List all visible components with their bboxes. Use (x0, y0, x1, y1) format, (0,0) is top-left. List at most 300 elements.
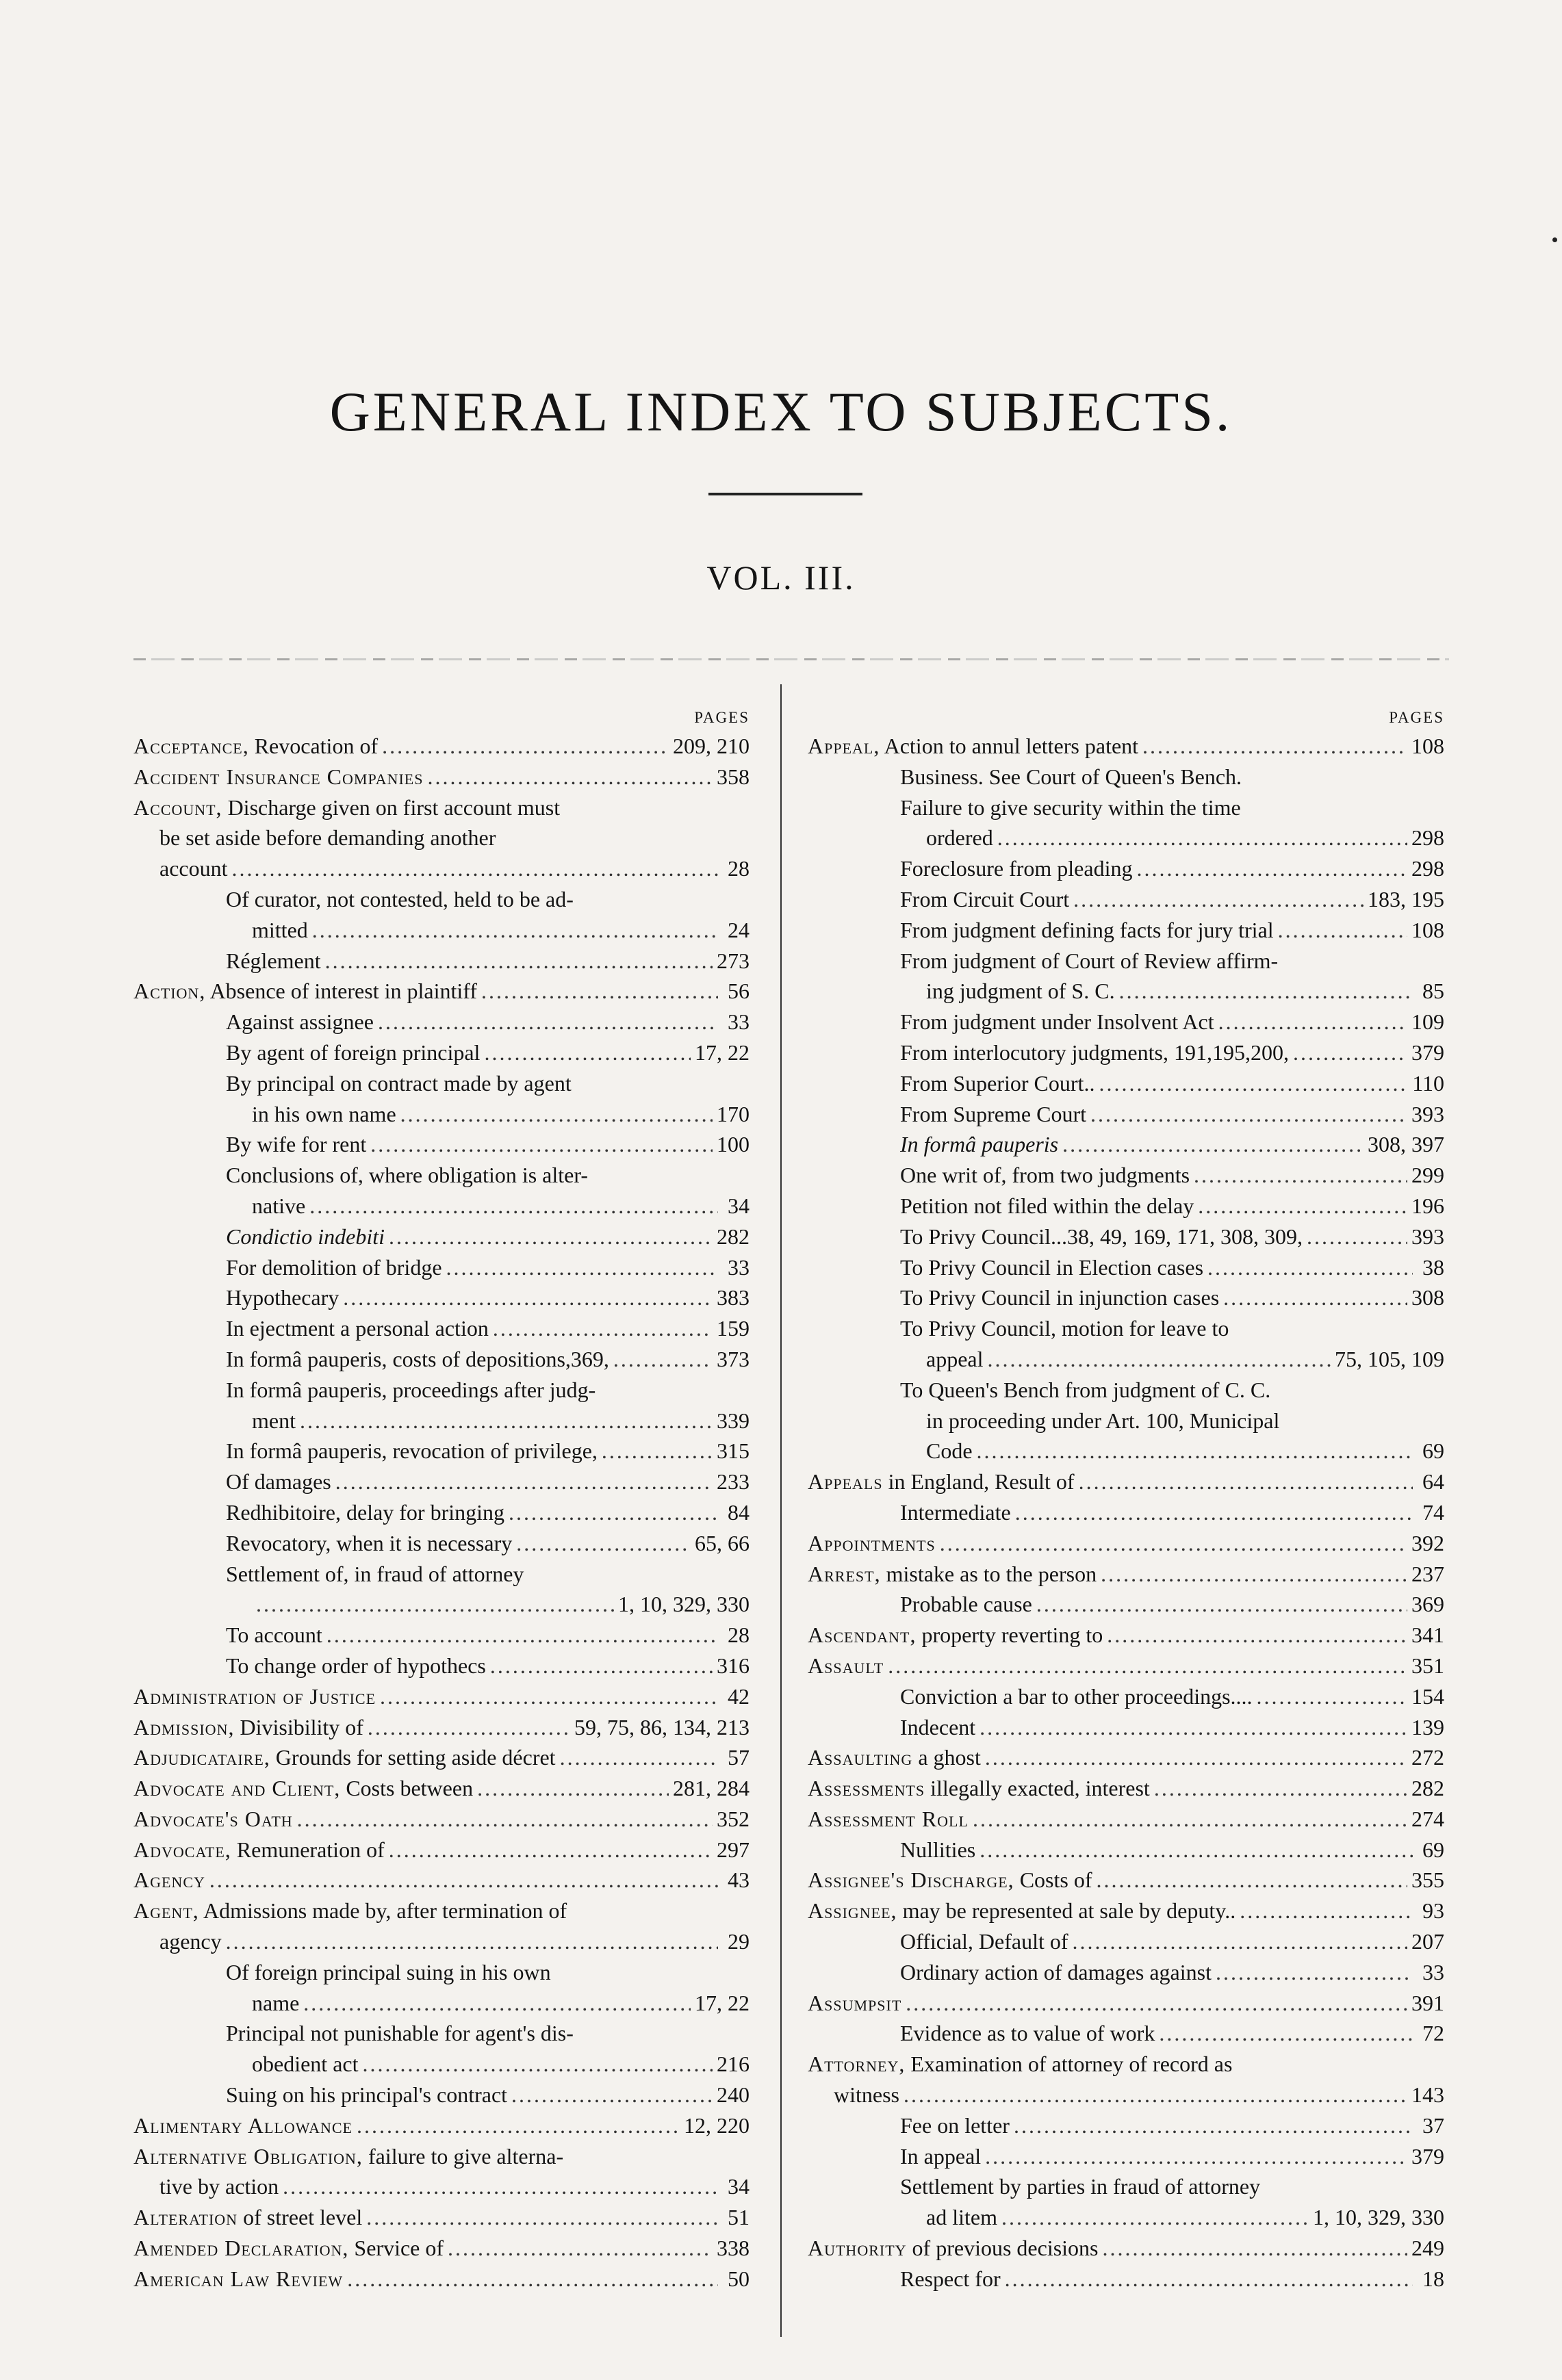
entry-heading: Alimentary Allowance (133, 2112, 353, 2138)
index-entry (808, 1681, 1444, 1712)
page-ref: 33 (1422, 1959, 1444, 1984)
leader-dots (427, 762, 713, 792)
entry-line (808, 731, 1444, 762)
index-entry (133, 1497, 750, 1528)
entry-body: Indecent (900, 1714, 976, 1739)
entry-text (226, 1651, 486, 1681)
leader-dots (368, 1712, 570, 1743)
index-entry (133, 762, 750, 792)
entry-text (226, 1375, 596, 1406)
entry-line (226, 1497, 750, 1528)
entry-line (900, 915, 1444, 946)
leader-dots (312, 915, 718, 946)
entry-text (808, 731, 1138, 762)
leader-dots (613, 1344, 713, 1375)
page-ref: 308 (1411, 1285, 1444, 1310)
entry-body: Probable cause (900, 1592, 1032, 1617)
entry-body: Of curator, not contested, held to be ad- (226, 886, 574, 911)
entry-text (226, 1252, 442, 1283)
entry-text (900, 1282, 1219, 1313)
entry-heading: Alternative Obligation, (133, 2143, 363, 2169)
entry-line (133, 2264, 750, 2294)
index-entry (808, 946, 1444, 1007)
page-ref: 355 (1411, 1867, 1444, 1893)
pages-header: PAGES (694, 709, 750, 726)
entry-line (226, 1375, 750, 1406)
leader-dots (1062, 1129, 1363, 1160)
index-entry (133, 1375, 750, 1436)
leader-dots (980, 1835, 1413, 1865)
index-list-left (133, 731, 750, 2294)
leader-dots (973, 1804, 1407, 1835)
entry-body: Discharge given on first account must (222, 794, 561, 820)
page-ref: 237 (1411, 1561, 1444, 1586)
entry-body: in proceeding under Art. 100, Municipal (926, 1408, 1280, 1433)
entry-body: agency (159, 1929, 222, 1954)
entry-text (226, 1313, 489, 1344)
page-ref: 282 (717, 1224, 750, 1249)
leader-dots (1278, 915, 1407, 946)
index-entry (133, 1068, 750, 1130)
index-entry (133, 1835, 750, 1865)
entry-text (808, 1773, 1150, 1804)
index-entry (133, 2080, 750, 2110)
entry-text (808, 1466, 1075, 1497)
entry-line (808, 1804, 1444, 1835)
entry-line (133, 1835, 750, 1865)
entry-body: To Privy Council in Election cases (900, 1254, 1204, 1280)
leader-dots (1014, 2110, 1413, 2141)
index-entry (808, 1282, 1444, 1313)
entry-line (226, 915, 750, 946)
entry-text (133, 1712, 363, 1743)
page-ref: 139 (1411, 1714, 1444, 1739)
leader-dots (980, 1712, 1407, 1743)
entry-body: To account (226, 1622, 322, 1648)
entry-text (133, 731, 378, 762)
entry-text (900, 884, 1069, 915)
index-entry (808, 1742, 1444, 1773)
entry-body: property reverting to (916, 1622, 1103, 1648)
index-entry (133, 2264, 750, 2294)
index-entry (808, 1957, 1444, 1988)
entry-body: of street level (238, 2205, 363, 2230)
index-entry (808, 1221, 1444, 1252)
entry-line (900, 1957, 1444, 1988)
entry-text (900, 1681, 1253, 1712)
page-title: GENERAL INDEX TO SUBJECTS. (329, 380, 1233, 443)
entry-body: may be represented at sale by deputy.. (897, 1898, 1236, 1924)
index-entry (133, 1957, 750, 2019)
entry-line (226, 1528, 750, 1559)
entry-line (900, 762, 1444, 792)
entry-body: account (159, 856, 228, 881)
entry-text (900, 1068, 1094, 1099)
entry-text (926, 1344, 984, 1375)
entry-text (900, 2018, 1155, 2049)
entry-line (900, 1252, 1444, 1283)
entry-body: ment (252, 1408, 296, 1433)
entry-line (226, 1068, 750, 1099)
entry-text (226, 884, 574, 915)
index-entry (808, 1620, 1444, 1651)
page-ref: 274 (1411, 1806, 1444, 1831)
entry-line (226, 1344, 750, 1375)
leader-dots (490, 1651, 713, 1681)
page-ref: 18 (1422, 2266, 1444, 2291)
entry-line (226, 1436, 750, 1466)
page-ref: 33 (728, 1254, 750, 1280)
page-ref: 75, 105, 109 (1335, 1346, 1444, 1371)
entry-line (133, 2233, 750, 2264)
entry-body: Foreclosure from pleading (900, 856, 1133, 881)
entry-body: Costs between (340, 1776, 474, 1801)
index-entry (133, 1804, 750, 1835)
leader-dots (309, 1191, 718, 1221)
index-entry (808, 1988, 1444, 2019)
entry-line (808, 1466, 1444, 1497)
leader-dots (484, 1037, 691, 1068)
leader-dots (232, 853, 719, 884)
entry-text (226, 2018, 574, 2049)
entry-body: Principal not punishable for agent's dis- (226, 2021, 574, 2046)
entry-heading: Assault (808, 1653, 884, 1678)
entry-text (900, 1007, 1214, 1037)
entry-body: obedient act (252, 2052, 359, 2077)
page-ref: 196 (1411, 1193, 1444, 1218)
leader-dots (283, 2171, 718, 2202)
index-entry (133, 1221, 750, 1252)
entry-text (159, 2171, 279, 2202)
entry-text (808, 1804, 969, 1835)
index-entry (808, 1007, 1444, 1037)
index-entry (808, 731, 1444, 762)
entry-text (900, 1221, 1303, 1252)
entry-body: Nullities (900, 1837, 976, 1862)
page-ref: 339 (717, 1408, 750, 1433)
leader-dots (1159, 2018, 1413, 2049)
entry-body: of previous decisions (906, 2236, 1099, 2261)
entry-line (808, 1528, 1444, 1559)
entry-text (926, 2202, 997, 2233)
index-entry (133, 1282, 750, 1313)
page-ref: 316 (717, 1653, 750, 1678)
entry-line (900, 946, 1444, 976)
entry-line (226, 1313, 750, 1344)
page-ref: 110 (1412, 1070, 1444, 1096)
leader-dots (325, 946, 713, 976)
entry-line (900, 2018, 1444, 2049)
entry-text (926, 1406, 1279, 1436)
page-ref: 183, 195 (1368, 886, 1444, 911)
entry-text (900, 946, 1278, 976)
entry-line (900, 1313, 1444, 1344)
entry-line (226, 1406, 750, 1436)
index-entry (808, 884, 1444, 915)
entry-heading: Appeals (808, 1469, 883, 1495)
index-list-right (808, 731, 1444, 2294)
entry-line (808, 1620, 1444, 1651)
page-ref: 37 (1422, 2112, 1444, 2138)
leader-dots (256, 1589, 614, 1620)
entry-line (900, 2264, 1444, 2294)
index-entry (808, 2018, 1444, 2049)
leader-dots (1240, 1896, 1413, 1926)
entry-line (226, 1099, 750, 1130)
page-ref: 315 (717, 1438, 750, 1464)
page-ref: 108 (1411, 917, 1444, 942)
leader-dots (904, 2080, 1407, 2110)
entry-line (900, 1712, 1444, 1743)
entry-line (900, 1191, 1444, 1221)
entry-text (133, 2110, 353, 2141)
entry-heading: Adjudicataire, (133, 1745, 270, 1770)
index-entry (133, 1559, 750, 1620)
entry-text (226, 1559, 524, 1590)
page-ref: 209, 210 (673, 734, 750, 758)
entry-text (133, 1681, 376, 1712)
entry-body: Revocatory, when it is necessary (226, 1530, 513, 1555)
index-entry (808, 792, 1444, 854)
entry-body: ing judgment of S. C. (926, 979, 1115, 1004)
entry-line (226, 1252, 750, 1283)
entry-body: From judgment of Court of Review affirm- (900, 948, 1279, 973)
entry-line (808, 1742, 1444, 1773)
index-entry (808, 1252, 1444, 1283)
entry-line (900, 2171, 1444, 2202)
leader-dots (985, 1742, 1407, 1773)
entry-heading: Authority (808, 2236, 907, 2261)
entry-line (133, 853, 750, 884)
entry-body: Of foreign principal suing in his own (226, 1959, 551, 1984)
page-ref: 159 (717, 1316, 750, 1341)
entry-line (808, 1896, 1444, 1926)
entry-text (226, 946, 321, 976)
entry-text (133, 1804, 293, 1835)
page-ref: 85 (1422, 979, 1444, 1004)
entry-body: In formâ pauperis, costs of depositions,369, (226, 1346, 609, 1371)
page-ref: 51 (728, 2205, 750, 2230)
entry-body: Hypothecary (226, 1285, 340, 1310)
entry-body: In ejectment a personal action (226, 1316, 489, 1341)
entry-line (900, 1497, 1444, 1528)
entry-body: To Privy Council...38, 49, 169, 171, 308, 309, (900, 1224, 1303, 1249)
page-ref: 38 (1422, 1254, 1444, 1280)
entry-text (252, 1988, 299, 2019)
index-entry (133, 2018, 750, 2080)
entry-body: From judgment defining facts for jury trial (900, 917, 1274, 942)
entry-text (252, 2049, 358, 2080)
index-entry (133, 1313, 750, 1344)
page-ref: 207 (1411, 1929, 1444, 1954)
index-entry (808, 853, 1444, 884)
page-ref: 282 (1411, 1776, 1444, 1801)
entry-text (226, 1344, 609, 1375)
entry-line (900, 823, 1444, 853)
page-ref: 12, 220 (684, 2112, 750, 2138)
page-ref: 393 (1411, 1224, 1444, 1249)
entry-body: For demolition of bridge (226, 1254, 442, 1280)
entry-text (808, 1651, 884, 1681)
entry-line (133, 1896, 750, 1926)
entry-body: To Privy Council in injunction cases (900, 1285, 1220, 1310)
entry-line (226, 1007, 750, 1037)
entry-line (133, 792, 750, 823)
page-ref: 383 (717, 1285, 750, 1310)
entry-text (900, 1313, 1229, 1344)
entry-line (900, 1835, 1444, 1865)
leader-dots (1015, 1497, 1413, 1528)
entry-line (808, 1988, 1444, 2019)
leader-dots (1293, 1037, 1407, 1068)
index-entry (808, 1099, 1444, 1130)
entry-text (252, 915, 308, 946)
entry-line (133, 1804, 750, 1835)
entry-line (900, 1068, 1444, 1099)
index-entry (808, 2110, 1444, 2141)
entry-body: In appeal (900, 2143, 982, 2169)
entry-line (900, 1007, 1444, 1037)
entry-line (900, 2202, 1444, 2233)
entry-body: Costs of (1014, 1867, 1092, 1893)
leader-dots (380, 1681, 718, 1712)
entry-text (808, 2049, 1232, 2080)
entry-line (226, 1589, 750, 1620)
index-entry (808, 1559, 1444, 1590)
entry-text (900, 2264, 1001, 2294)
entry-text (808, 1865, 1092, 1896)
page-ref: 272 (1411, 1745, 1444, 1770)
entry-line (226, 1191, 750, 1221)
entry-line (226, 2080, 750, 2110)
entry-text (252, 1099, 396, 1130)
index-entry (808, 1589, 1444, 1620)
index-entry (808, 1375, 1444, 1466)
entry-body: Absence of interest in plaintiff (205, 979, 477, 1004)
entry-body: Suing on his principal's contract (226, 2082, 508, 2108)
entry-line (226, 1466, 750, 1497)
entry-line (900, 1406, 1444, 1436)
entry-body: Code (926, 1438, 973, 1464)
index-entry (808, 1651, 1444, 1681)
entry-text (900, 853, 1132, 884)
page-ref: 154 (1411, 1683, 1444, 1709)
entry-line (226, 1559, 750, 1590)
leader-dots (997, 823, 1407, 853)
entry-line (226, 1037, 750, 1068)
index-entry (133, 946, 750, 976)
entry-body: Settlement by parties in fraud of attorney (900, 2174, 1261, 2199)
entry-line (133, 1681, 750, 1712)
index-entry (133, 1896, 750, 1957)
leader-dots (362, 2049, 713, 2080)
page-ref: 391 (1411, 1990, 1444, 2015)
leader-dots (1218, 1007, 1407, 1037)
entry-body: Against assignee (226, 1009, 374, 1035)
index-entry (808, 1068, 1444, 1099)
entry-heading: Admission, (133, 1714, 235, 1739)
entry-text (926, 976, 1115, 1007)
entry-line (133, 762, 750, 792)
leader-dots (940, 1528, 1407, 1559)
page-ref: 57 (728, 1745, 750, 1770)
entry-text (900, 1497, 1011, 1528)
entry-text (900, 1589, 1032, 1620)
entry-text (226, 1497, 504, 1528)
entry-text (808, 1528, 936, 1559)
entry-body: In formâ pauperis, proceedings after judg- (226, 1377, 596, 1402)
page-ref: 69 (1422, 1837, 1444, 1862)
leader-dots (448, 2233, 713, 2264)
entry-line (226, 1620, 750, 1651)
entry-text (226, 1528, 512, 1559)
page-ref: 281, 284 (673, 1776, 750, 1801)
entry-body: failure to give alterna- (362, 2143, 564, 2169)
index-entry (133, 1037, 750, 1068)
index-entry (133, 1773, 750, 1804)
entry-line (226, 884, 750, 915)
entry-text (900, 1099, 1086, 1130)
entry-text (926, 823, 993, 853)
entry-heading: Advocate and Client, (133, 1776, 341, 1801)
index-entry (808, 1896, 1444, 1926)
page-ref: 33 (728, 1009, 750, 1035)
leader-dots (477, 1773, 669, 1804)
entry-line (808, 1865, 1444, 1896)
leader-dots (343, 1282, 713, 1313)
entry-text (900, 915, 1274, 946)
index-entry (808, 1037, 1444, 1068)
entry-text (226, 1282, 339, 1313)
entry-line (900, 1344, 1444, 1375)
leader-dots (1257, 1681, 1407, 1712)
index-entry (808, 1191, 1444, 1221)
leader-dots (378, 1007, 718, 1037)
leader-dots (1207, 1252, 1413, 1283)
entry-line (900, 853, 1444, 884)
page-ref: 341 (1411, 1622, 1444, 1648)
leader-dots (1079, 1466, 1413, 1497)
entry-heading: Alteration (133, 2205, 238, 2230)
entry-heading: Assessment Roll (808, 1806, 969, 1831)
leader-dots (370, 1129, 713, 1160)
index-entry (133, 1651, 750, 1681)
entry-body: To Queen's Bench from judgment of C. C. (900, 1377, 1271, 1402)
entry-body: Action to annul letters patent (880, 734, 1139, 758)
entry-line (133, 2202, 750, 2233)
entry-body: Revocation of (248, 734, 379, 758)
entry-text (226, 1007, 374, 1037)
entry-text (226, 1129, 366, 1160)
page-ref: 351 (1411, 1653, 1444, 1678)
page-ref: 65, 66 (695, 1530, 750, 1555)
entry-body: Settlement of, in fraud of attorney (226, 1561, 524, 1586)
entry-text (900, 1926, 1068, 1957)
entry-text (159, 823, 496, 853)
entry-text (900, 2171, 1260, 2202)
page-ref: 373 (717, 1346, 750, 1371)
entry-line (133, 1773, 750, 1804)
entry-line (900, 2110, 1444, 2141)
entry-body: Conclusions of, where obligation is alter- (226, 1163, 589, 1188)
page-ref: 379 (1411, 2143, 1444, 2169)
entry-text (226, 1957, 551, 1988)
index-entry (133, 2202, 750, 2233)
entry-line (226, 1651, 750, 1681)
entry-body: ad litem (926, 2205, 997, 2230)
entry-body: Evidence as to value of work (900, 2021, 1155, 2046)
index-entry (808, 915, 1444, 946)
